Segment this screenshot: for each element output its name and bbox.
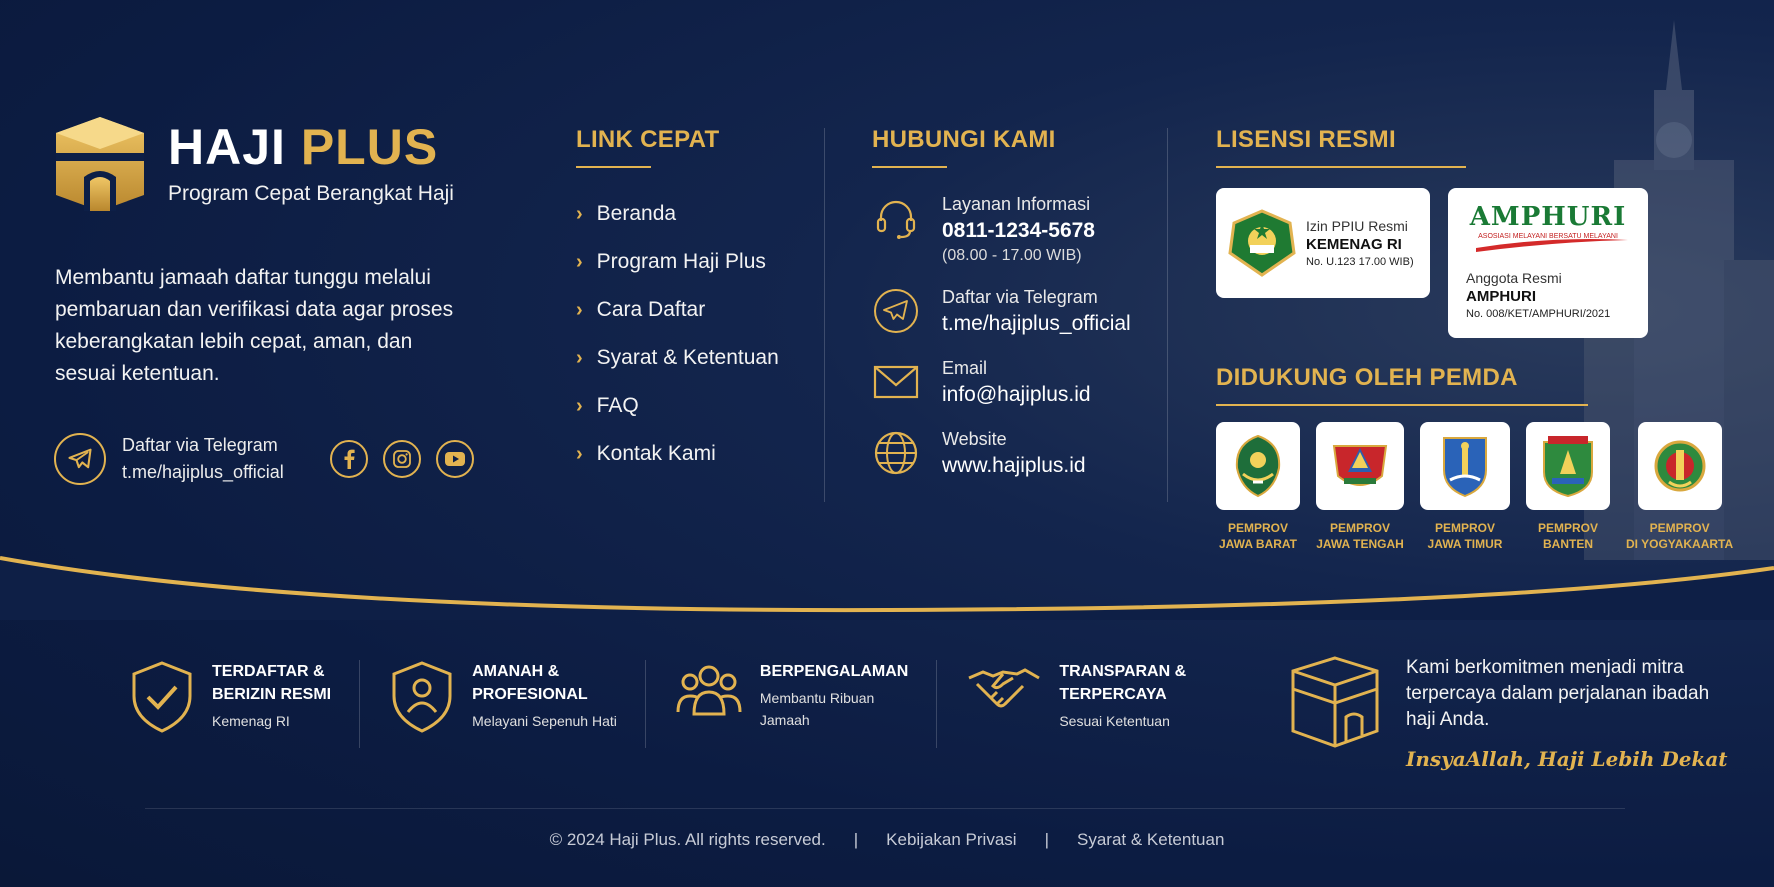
brand-text xyxy=(168,119,454,206)
chevron-right-icon: › xyxy=(576,442,583,465)
feature-subtitle xyxy=(760,687,908,731)
feature-text xyxy=(212,660,331,732)
feature-title-line1: AMANAH & xyxy=(472,663,560,680)
kemenag-text xyxy=(1306,218,1414,268)
quick-link-label: Program Haji Plus xyxy=(596,250,766,273)
license-underline xyxy=(1216,166,1466,168)
chevron-right-icon: › xyxy=(576,394,583,417)
kaaba-outline-icon xyxy=(1290,655,1380,749)
contact-website-text xyxy=(942,429,1086,478)
quick-link-label: Cara Daftar xyxy=(596,298,706,321)
features-row xyxy=(130,660,1244,748)
commitment-quote: InsyaAllah, Haji Lebih Dekat xyxy=(1406,747,1728,771)
footer-divider xyxy=(145,808,1625,809)
amphuri-swoosh-icon xyxy=(1472,234,1632,254)
yogyakarta-emblem-icon xyxy=(1638,422,1722,510)
contact-telegram-text xyxy=(942,287,1131,336)
chevron-right-icon: › xyxy=(576,202,583,225)
footer-separator: | xyxy=(853,830,859,849)
brand-description: Membantu jamaah daftar tunggu melalui pembaruan dan verifikasi data agar proses keberangkatan lebih cepat, aman, dan sesuai ketentuan. xyxy=(55,266,454,385)
feature-title-line1: TRANSPARAN & xyxy=(1059,663,1187,680)
feature-registered xyxy=(130,660,360,748)
feature-subtitle-line2: Jamaah xyxy=(759,712,810,728)
shield-user-icon xyxy=(390,660,454,734)
contact-telegram-link[interactable]: t.me/hajiplus_official xyxy=(942,312,1131,335)
pemda-caption-line2: JAWA TIMUR xyxy=(1427,537,1503,551)
chevron-right-icon: › xyxy=(576,346,583,369)
contact-website xyxy=(872,429,1172,478)
gold-wave-divider xyxy=(0,550,1774,620)
contact-underline xyxy=(872,166,947,168)
handshake-icon xyxy=(967,660,1041,720)
footer-bar xyxy=(0,830,1774,850)
kaaba-logo-icon xyxy=(54,115,146,213)
banten-emblem-icon xyxy=(1526,422,1610,510)
brand-telegram-label: Daftar via Telegram xyxy=(122,435,278,455)
chevron-right-icon: › xyxy=(576,298,583,321)
pemda-caption xyxy=(1428,520,1503,552)
kemenag-logo-icon xyxy=(1228,209,1296,277)
brand-tagline: Program Cepat Berangkat Haji xyxy=(168,182,454,205)
quick-link-label: Beranda xyxy=(596,202,677,225)
feature-text xyxy=(1059,660,1186,732)
commitment-text: Kami berkomitmen menjadi mitra terpercaya dalam perjalanan ibadah haji Anda. xyxy=(1406,657,1710,730)
quick-link-program[interactable] xyxy=(576,238,816,286)
feature-transparent xyxy=(967,660,1214,748)
feature-title-line2: BERIZIN RESMI xyxy=(212,686,332,703)
pemda-caption xyxy=(1219,520,1297,552)
mail-icon xyxy=(872,358,920,406)
footer-separator: | xyxy=(1044,830,1049,849)
pemda-caption-line2: JAWA TENGAH xyxy=(1316,537,1404,551)
copyright-text: © 2024 Haji Plus. All rights reserved. xyxy=(549,830,826,849)
users-group-icon xyxy=(676,660,742,720)
kemenag-line2: KEMENAG RI xyxy=(1306,236,1402,253)
pemda-caption-line1: PEMPROV xyxy=(1649,521,1710,535)
contact-telegram xyxy=(872,287,1172,336)
amphuri-line3: No. 008/KET/AMPHURI/2021 xyxy=(1466,308,1611,320)
facebook-icon[interactable] xyxy=(330,440,368,478)
youtube-icon[interactable] xyxy=(436,440,474,478)
amphuri-logo xyxy=(1466,202,1630,258)
feature-subtitle: Sesuai Ketentuan xyxy=(1059,713,1170,729)
brand-name-part1: HAJI xyxy=(168,119,286,175)
feature-subtitle-line1: Membantu Ribuan xyxy=(759,690,875,706)
quick-link-kontak[interactable] xyxy=(576,430,816,478)
pemda-caption-line1: PEMPROV xyxy=(1227,521,1288,535)
quick-links-section xyxy=(576,126,816,478)
terms-link[interactable]: Syarat & Ketentuan xyxy=(1076,830,1225,849)
license-title: LISENSI RESMI xyxy=(1216,126,1396,153)
column-divider xyxy=(1167,128,1168,502)
jawa-barat-emblem-icon xyxy=(1216,422,1300,510)
brand-block xyxy=(54,115,494,213)
pemda-caption xyxy=(1538,520,1598,552)
feature-trusted xyxy=(390,660,646,748)
commitment-block xyxy=(1290,655,1728,771)
quick-link-beranda[interactable] xyxy=(576,190,816,238)
pemda-jawa-tengah xyxy=(1316,422,1404,552)
brand-name xyxy=(168,119,454,175)
amphuri-line2: AMPHURI xyxy=(1466,288,1536,305)
brand-telegram-text xyxy=(122,432,284,486)
feature-title xyxy=(1059,660,1186,706)
kemenag-line1: Izin PPIU Resmi xyxy=(1306,218,1408,234)
pemda-logos xyxy=(1216,422,1736,552)
pemda-caption-line2: JAWA BARAT xyxy=(1219,537,1297,551)
feature-title xyxy=(472,660,617,706)
jawa-timur-emblem-icon xyxy=(1420,422,1510,510)
quick-links-underline xyxy=(576,166,651,168)
quick-link-cara-daftar[interactable] xyxy=(576,286,816,334)
quick-link-label: FAQ xyxy=(596,394,639,417)
quick-link-label: Kontak Kami xyxy=(596,442,716,465)
amphuri-logo-sub: ASOSIASI MELAYANI BERSATU MELAYANI xyxy=(1478,233,1618,240)
contact-phone[interactable]: 0811-1234-5678 xyxy=(942,219,1095,242)
brand-row xyxy=(54,115,494,213)
feature-subtitle: Kemenag RI xyxy=(212,713,290,729)
globe-icon xyxy=(872,429,920,477)
pemda-underline xyxy=(1216,404,1588,406)
brand-telegram-link[interactable] xyxy=(54,432,284,486)
quick-links-title: LINK CEPAT xyxy=(576,126,720,153)
column-divider xyxy=(824,128,825,502)
pemda-yogyakarta xyxy=(1626,422,1733,552)
contact-title: HUBUNGI KAMI xyxy=(872,126,1056,153)
telegram-icon xyxy=(872,287,920,335)
pemda-caption-line2: BANTEN xyxy=(1542,537,1593,551)
feature-title-line2: PROFESIONAL xyxy=(472,686,588,703)
contact-website-label: Website xyxy=(942,429,1007,449)
amphuri-logo-text: AMPHURI xyxy=(1469,202,1627,232)
pemda-jawa-barat xyxy=(1216,422,1300,552)
contact-email-label: Email xyxy=(942,358,988,378)
pemda-caption xyxy=(1316,520,1404,552)
contact-section xyxy=(872,126,1172,478)
pemda-caption-line2: DI YOGYAKAARTA xyxy=(1626,537,1734,551)
feature-text xyxy=(760,660,908,731)
contact-website-link[interactable]: www.hajiplus.id xyxy=(942,454,1086,477)
contact-info-label: Layanan Informasi xyxy=(942,194,1091,214)
feature-title-line1: TERDAFTAR & xyxy=(212,663,325,680)
pemda-title: DIDUKUNG OLEH PEMDA xyxy=(1216,364,1518,391)
brand-telegram-handle: t.me/hajiplus_official xyxy=(122,462,284,482)
quick-links-list xyxy=(576,190,816,478)
feature-subtitle: Melayani Sepenuh Hati xyxy=(472,713,617,729)
brand-name-part2: PLUS xyxy=(300,119,439,175)
amphuri-line1: Anggota Resmi xyxy=(1466,270,1562,286)
quick-link-label: Syarat & Ketentuan xyxy=(596,346,779,369)
quick-link-syarat[interactable] xyxy=(576,334,816,382)
contact-email-link[interactable]: info@hajiplus.id xyxy=(942,383,1091,406)
shield-check-icon xyxy=(130,660,194,734)
contact-hours: (08.00 - 17.00 WIB) xyxy=(942,247,1082,264)
commitment-text-block xyxy=(1406,655,1728,771)
pemda-caption-line1: PEMPROV xyxy=(1537,521,1598,535)
jawa-tengah-emblem-icon xyxy=(1316,422,1404,510)
chevron-right-icon: › xyxy=(576,250,583,273)
feature-text xyxy=(472,660,617,732)
amphuri-card xyxy=(1448,188,1648,338)
pemda-caption xyxy=(1626,520,1733,552)
pemda-caption-line1: PEMPROV xyxy=(1329,521,1390,535)
contact-info-text xyxy=(942,194,1095,265)
headset-icon xyxy=(872,194,920,242)
instagram-icon[interactable] xyxy=(383,440,421,478)
feature-title: BERPENGALAMAN xyxy=(759,663,909,680)
quick-link-faq[interactable] xyxy=(576,382,816,430)
social-links xyxy=(330,440,474,478)
telegram-icon xyxy=(54,433,106,485)
contact-email-text xyxy=(942,358,1091,407)
feature-experienced xyxy=(676,660,937,748)
pemda-banten xyxy=(1526,422,1610,552)
license-cards xyxy=(1216,188,1736,338)
pemda-jawa-timur xyxy=(1420,422,1510,552)
feature-title-line2: TERPERCAYA xyxy=(1059,686,1167,703)
contact-telegram-label: Daftar via Telegram xyxy=(942,287,1098,307)
kemenag-line3: No. U.123 17.00 WIB) xyxy=(1306,256,1414,268)
pemda-caption-line1: PEMPROV xyxy=(1434,521,1495,535)
contact-email xyxy=(872,358,1172,407)
contact-info-line xyxy=(872,194,1172,265)
feature-title xyxy=(212,660,331,706)
privacy-policy-link[interactable]: Kebijakan Privasi xyxy=(886,830,1017,849)
license-section xyxy=(1216,126,1736,552)
kemenag-card xyxy=(1216,188,1430,298)
